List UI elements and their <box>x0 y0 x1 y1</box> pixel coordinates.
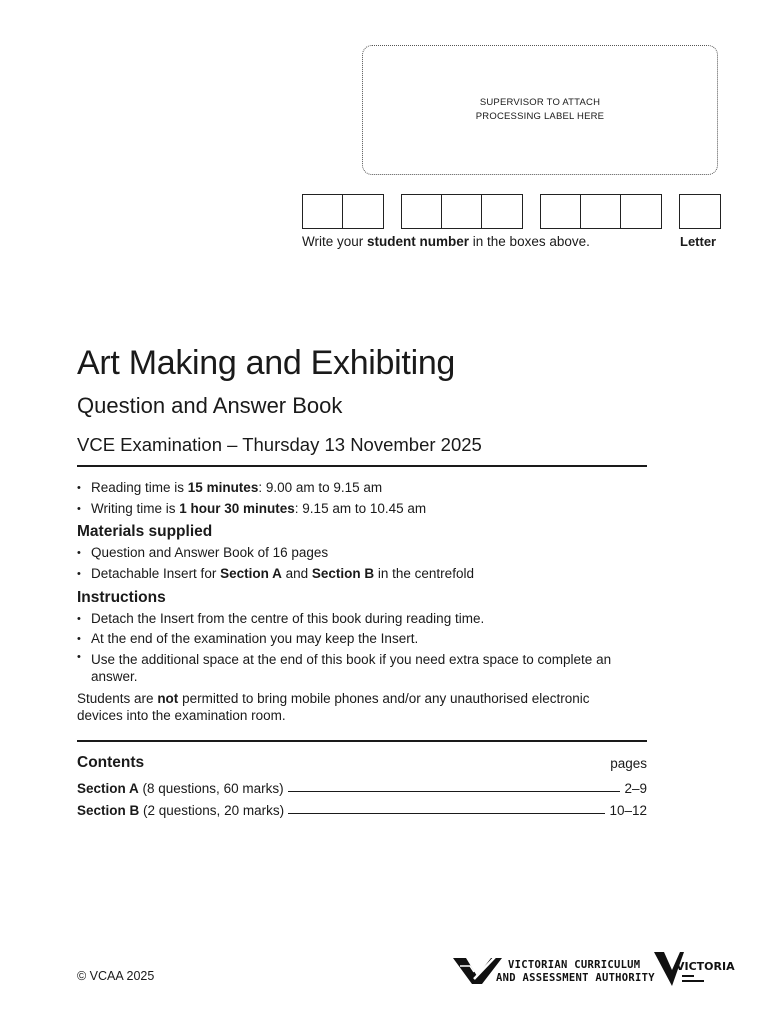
svg-text:AND ASSESSMENT AUTHORITY: AND ASSESSMENT AUTHORITY <box>496 972 655 984</box>
contents-row: Section A (8 questions, 60 marks) 2–9 <box>77 781 647 796</box>
contents-pages: 2–9 <box>624 781 647 796</box>
page-subtitle: Question and Answer Book <box>77 393 343 418</box>
letter-box[interactable] <box>680 195 720 228</box>
writing-time: • Writing time is 1 hour 30 minutes: 9.15 am to 10.45 am <box>77 499 647 520</box>
contents-row: Section B (2 questions, 20 marks) 10–12 <box>77 803 647 818</box>
student-number-box[interactable] <box>442 195 482 228</box>
copyright: © VCAA 2025 <box>77 969 155 983</box>
exam-times <box>77 478 647 519</box>
student-number-box[interactable] <box>482 195 522 228</box>
student-number-box[interactable] <box>343 195 383 228</box>
instructions-section <box>77 587 647 685</box>
contents-pages-label: pages <box>610 756 647 771</box>
materials-section <box>77 521 647 584</box>
divider-top <box>77 465 647 467</box>
processing-label-area <box>362 45 718 175</box>
student-number-emphasis: student number <box>367 234 470 249</box>
instruction-item: • Use the additional space at the end of this book if you need extra space to complete an answer. <box>77 649 617 685</box>
exam-date-line: VCE Examination – Thursday 13 November 2025 <box>77 434 482 455</box>
reading-time: • Reading time is 15 minutes: 9.00 am to 9.15 am <box>77 478 647 499</box>
contents-leader-line <box>288 791 621 792</box>
student-number-group-3 <box>540 194 662 229</box>
contents-leader-line <box>288 813 605 814</box>
processing-label-text <box>476 96 604 124</box>
instructions-heading: Instructions <box>77 589 166 606</box>
victoria-state-logo <box>652 948 735 990</box>
device-notice: Students are not permitted to bring mobile phones and/or any unauthorised electronic devices into the examination room. <box>77 691 590 723</box>
contents-pages: 10–12 <box>609 803 647 818</box>
letter-group <box>679 194 721 229</box>
student-number-box[interactable] <box>581 195 621 228</box>
materials-item: • Detachable Insert for Section A and Section B in the centrefold <box>77 564 647 585</box>
student-number-group-1 <box>302 194 384 229</box>
instruction-item: • Detach the Insert from the centre of this book during reading time. <box>77 609 617 629</box>
contents-heading: Contents <box>77 754 145 771</box>
vcaa-logo <box>452 952 655 988</box>
student-number-box[interactable] <box>541 195 581 228</box>
student-number-box[interactable] <box>402 195 442 228</box>
materials-heading: Materials supplied <box>77 523 213 540</box>
page-title: Art Making and Exhibiting <box>77 344 456 382</box>
contents-section-name: Section A <box>77 781 139 796</box>
processing-label-line2: PROCESSING LABEL HERE <box>475 111 605 122</box>
materials-item: • Question and Answer Book of 16 pages <box>77 543 647 564</box>
divider-contents <box>77 740 647 742</box>
student-number-group-2 <box>401 194 523 229</box>
processing-label-line1: SUPERVISOR TO ATTACH <box>479 97 601 108</box>
svg-text:VICTORIAN CURRICULUM: VICTORIAN CURRICULUM <box>508 959 641 971</box>
letter-label: Letter <box>680 234 717 249</box>
svg-text:VICTORIA: VICTORIA <box>676 960 735 973</box>
student-number-box[interactable] <box>303 195 343 228</box>
student-number-box[interactable] <box>621 195 661 228</box>
contents-section-name: Section B <box>77 803 140 818</box>
student-number-instruction: Write your student number in the boxes above. <box>302 234 590 249</box>
contents-header <box>77 754 647 776</box>
instruction-item: • At the end of the examination you may keep the Insert. <box>77 629 617 649</box>
